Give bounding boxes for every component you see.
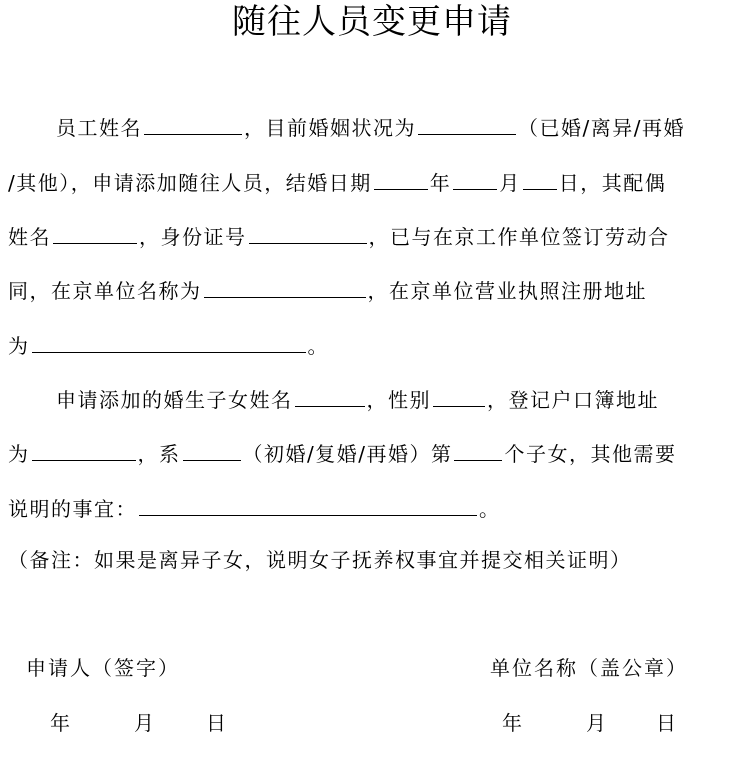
marriage-year-label: 年 bbox=[429, 171, 452, 195]
relation-label: ，系 bbox=[137, 442, 181, 466]
marriage-year-blank[interactable] bbox=[374, 171, 428, 190]
other-matters-label: 说明的事宜： bbox=[8, 497, 137, 521]
employee-name-label: 员工姓名 bbox=[56, 116, 142, 140]
other-matters-blank[interactable] bbox=[139, 497, 477, 516]
para2-line1 bbox=[56, 387, 659, 413]
unit-month-label: 月 bbox=[586, 711, 606, 735]
business-address-label: ，在京单位营业执照注册地址 bbox=[367, 279, 647, 303]
marriage-month-blank[interactable] bbox=[453, 171, 497, 190]
employee-name-blank[interactable] bbox=[144, 116, 242, 135]
para2-line3 bbox=[8, 496, 501, 522]
employer-name-blank[interactable] bbox=[204, 279, 366, 298]
note-text: （备注：如果是离异子女，说明女子抚养权事宜并提交相关证明） bbox=[8, 548, 632, 572]
para1-line2 bbox=[8, 170, 666, 196]
unit-year-label: 年 bbox=[502, 711, 522, 735]
applicant-year-label: 年 bbox=[50, 711, 70, 735]
child-name-blank[interactable] bbox=[295, 388, 365, 407]
add-companion-text: /其他），申请添加随往人员，结婚日期 bbox=[8, 171, 372, 195]
para1-line3 bbox=[8, 224, 670, 250]
spouse-name-blank[interactable] bbox=[53, 225, 137, 244]
child-order-text: 个子女，其他需要 bbox=[504, 442, 677, 466]
child-name-label: 申请添加的婚生子女姓名 bbox=[56, 388, 293, 412]
marriage-day-label: 日，其配偶 bbox=[558, 171, 667, 195]
unit-seal-label: 单位名称（盖公章） bbox=[490, 656, 688, 680]
para2-line2 bbox=[8, 441, 676, 467]
marriage-type-blank[interactable] bbox=[183, 442, 241, 461]
unit-day-label: 日 bbox=[656, 711, 676, 735]
para1-line4 bbox=[8, 278, 647, 304]
applicant-month-label: 月 bbox=[134, 711, 154, 735]
marital-status-blank[interactable] bbox=[418, 116, 516, 135]
gender-blank[interactable] bbox=[433, 388, 485, 407]
applicant-signature-label: 申请人（签字） bbox=[26, 656, 180, 680]
child-order-blank[interactable] bbox=[454, 442, 502, 461]
marriage-type-options: （初婚/复婚/再婚）第 bbox=[242, 442, 453, 466]
marriage-month-label: 月 bbox=[499, 171, 521, 195]
labor-contract-text: ，已与在京工作单位签订劳动合 bbox=[368, 225, 670, 249]
household-prefix: 为 bbox=[8, 442, 30, 466]
applicant-day-label: 日 bbox=[206, 711, 226, 735]
period: 。 bbox=[307, 334, 329, 358]
spouse-name-label: 姓名 bbox=[8, 225, 51, 249]
household-address-blank[interactable] bbox=[32, 442, 136, 461]
id-number-blank[interactable] bbox=[249, 225, 367, 244]
business-address-blank[interactable] bbox=[32, 334, 306, 353]
id-number-label: ，身份证号 bbox=[139, 225, 247, 249]
para1-line5 bbox=[8, 333, 329, 359]
address-prefix: 为 bbox=[8, 334, 30, 358]
marital-options-text: （已婚/离异/再婚 bbox=[518, 116, 685, 140]
household-address-label: ，登记户口簿地址 bbox=[487, 388, 659, 412]
employer-name-label: 同，在京单位名称为 bbox=[8, 279, 202, 303]
gender-label: ，性别 bbox=[366, 388, 431, 412]
marriage-day-blank[interactable] bbox=[523, 171, 557, 190]
para1-line1 bbox=[56, 115, 685, 141]
period: 。 bbox=[479, 497, 501, 521]
marital-status-label: ，目前婚姻状况为 bbox=[244, 116, 416, 140]
page-title: 随往人员变更申请 bbox=[232, 2, 512, 42]
